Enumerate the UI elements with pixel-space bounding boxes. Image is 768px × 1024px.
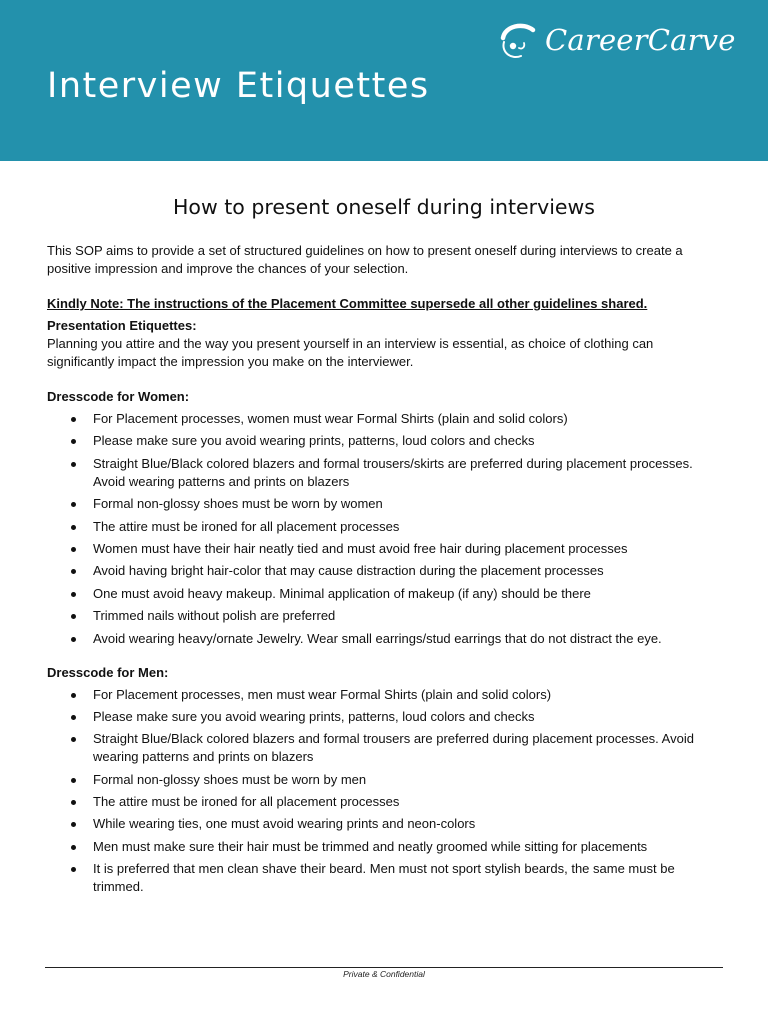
footer-confidential: Private & Confidential [343,969,425,979]
list-item: Avoid wearing heavy/ornate Jewelry. Wear small earrings/stud earrings that do not distract the eye. [47,630,712,648]
list-item: For Placement processes, men must wear Formal Shirts (plain and solid colors) [47,686,712,704]
list-item: Please make sure you avoid wearing prints, patterns, loud colors and checks [47,708,712,726]
footer-divider [45,967,723,968]
brand-logo [497,18,736,62]
brand-name: CareerCarve [545,23,736,57]
women-section-heading: Dresscode for Women: [47,389,190,404]
list-item: While wearing ties, one must avoid wearing prints and neon-colors [47,815,712,833]
list-item: Please make sure you avoid wearing prints, patterns, loud colors and checks [47,432,712,450]
presentation-heading: Presentation Etiquettes: [47,318,197,333]
placement-note: Kindly Note: The instructions of the Placement Committee supersede all other guidelines shared. [47,296,648,311]
header-banner [0,0,768,161]
presentation-paragraph: Planning you attire and the way you present yourself in an interview is essential, as choice of clothing can significantly impact the impression you make on the interviewer. [47,336,654,369]
document-body [47,242,712,912]
list-item: Men must make sure their hair must be trimmed and neatly groomed while sitting for placements [47,838,712,856]
women-dresscode-list [47,410,712,648]
list-item: It is preferred that men clean shave their beard. Men must not sport stylish beards, the same must be trimmed. [47,860,712,896]
list-item: One must avoid heavy makeup. Minimal application of makeup (if any) should be there [47,585,712,603]
list-item: Straight Blue/Black colored blazers and formal trousers are preferred during placement processes. Avoid wearing patterns and prints on blazers [47,730,712,766]
document-heading: How to present oneself during interviews [173,195,595,219]
list-item: Trimmed nails without polish are preferred [47,607,712,625]
list-item: Formal non-glossy shoes must be worn by men [47,771,712,789]
list-item: Straight Blue/Black colored blazers and formal trousers/skirts are preferred during placement processes. Avoid wearing patterns and prints on blazers [47,455,712,491]
men-section-heading: Dresscode for Men: [47,664,169,680]
careercarve-logo-icon [497,18,537,62]
intro-paragraph: This SOP aims to provide a set of structured guidelines on how to present oneself during interviews to create a positive impression and improve the chances of your selection. [47,243,683,276]
men-dresscode-list [47,686,712,897]
list-item: Women must have their hair neatly tied and must avoid free hair during placement processes [47,540,712,558]
list-item: Formal non-glossy shoes must be worn by women [47,495,712,513]
list-item: The attire must be ironed for all placement processes [47,793,712,811]
page-title: Interview Etiquettes [47,66,430,106]
list-item: Avoid having bright hair-color that may cause distraction during the placement processes [47,562,712,580]
list-item: The attire must be ironed for all placement processes [47,518,712,536]
list-item: For Placement processes, women must wear Formal Shirts (plain and solid colors) [47,410,712,428]
